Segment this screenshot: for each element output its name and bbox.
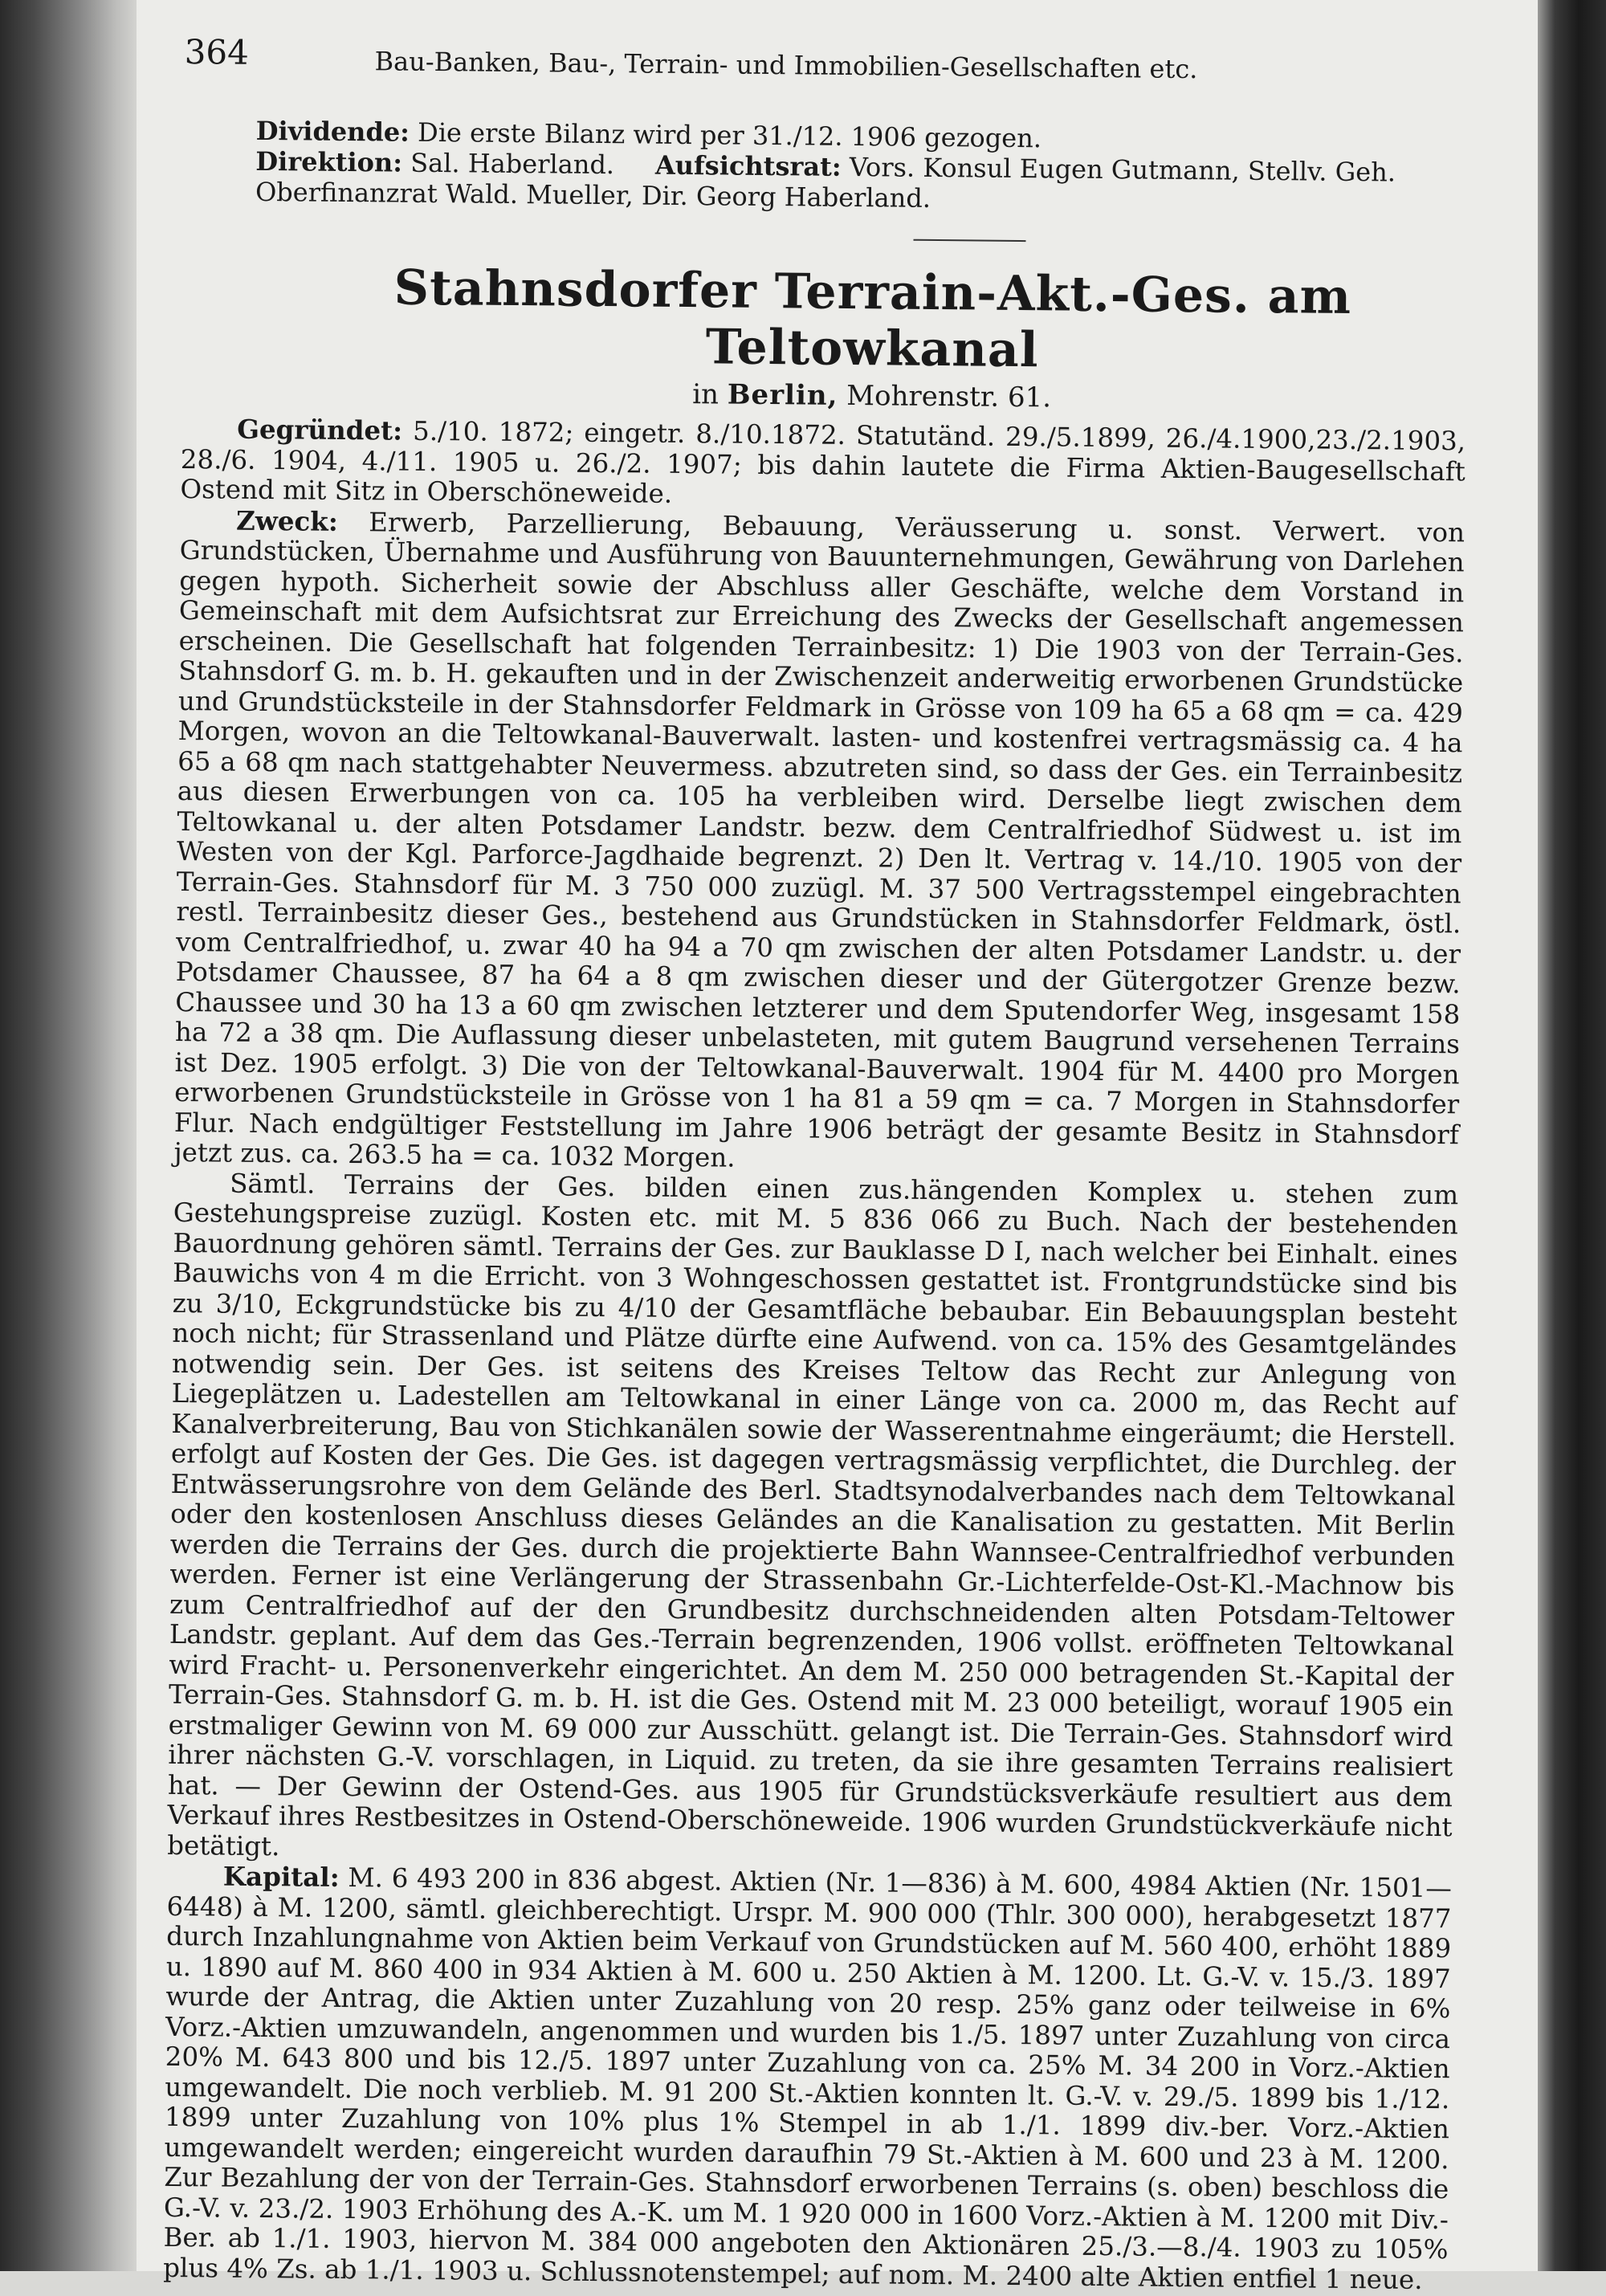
page-number: 364 (184, 31, 250, 72)
zweck-text: Erwerb, Parzellierung, Bebauung, Veräusserung u. sonst. Verwert. von Grundstücken, Übernahme und Ausführung von Bauunternehmungen, Gewährung von Darlehen gegen hypoth. Sicherheit sowie der Abschluss aller Geschäfte, welche dem Vorstand in Gemeinschaft mit dem Aufsichtsrat zur Erreichung des Zwecks der Gesellschaft angemessen erscheinen. Die Gesellschaft hat folgenden Terrainbesitz: 1) Die 1903 von der Terrain-Ges. Stahnsdorf G. m. b. H. gekauften und in der Zwischenzeit anderweitig erworbenen Grundstücke und Grundstücksteile in der Stahnsdorfer Feldmark in Grösse von 109 ha 65 a 68 qm = ca. 429 Morgen, wovon an die Teltowkanal-Bauverwalt. lasten- und kostenfrei vertragsmässig ca. 4 ha 65 a 68 qm nach stattgehabter Neuvermess. abzutreten sind, so dass der Ges. ein Terrainbesitz aus diesen Erwerbungen von ca. 105 ha verbleiben wird. Derselbe liegt zwischen dem Teltowkanal u. der alten Potsdamer Landstr. bezw. dem Centralfriedhof Südwest u. ist im Westen von der Kgl. Parforce-Jagdhaide begrenzt. 2) Den lt. Vertrag v. 14./10. 1905 von der Terrain-Ges. Stahnsdorf für M. 3 750 000 zuzügl. M. 37 500 Vertragsstempel eingebrachten restl. Terrainbesitz dieser Ges., bestehend aus Grundstücken in Stahnsdorfer Feldmark, östl. vom Centralfriedhof, u. zwar 40 ha 94 a 70 qm zwischen der alten Potsdamer Landstr. u. der Potsdamer Chaussee, 87 ha 64 a 8 qm zwischen dieser und der Gütergotzer Grenze bezw. Chaussee und 30 ha 13 a 60 qm zwischen letzterer und dem Sputendorfer Weg, insgesamt 158 ha 72 a 38 qm. Die Auflassung dieser unbelasteten, mit gutem Baugrund versehenen Terrains ist Dez. 1905 erfolgt. 3) Die von der Teltowkanal-Bauverwalt. 1904 für M. 4400 pro Morgen erworbenen Grundstücksteile in Grösse von 1 ha 81 a 59 qm = ca. 7 Morgen in Stahnsdorfer Flur. Nach endgültiger Feststellung im Jahre 1906 beträgt der gesamte Besitz in Stahnsdorf jetzt zus. ca. 263.5 ha = ca. 1032 Morgen. (173, 506, 1465, 1173)
entry-separator (914, 239, 1026, 242)
dividende-label: Dividende: (255, 115, 410, 148)
zweck-paragraph-2 (167, 1168, 1458, 1873)
aufsichtsrat-label: Aufsichtsrat: (654, 149, 842, 182)
direktion-label: Direktion: (255, 145, 403, 178)
previous-entry-tail (183, 115, 1469, 218)
direktion-line (183, 145, 1469, 218)
book-edge (1538, 0, 1606, 2271)
aufsichtsrat-text: Vors. Konsul Eugen Gutmann, Stellv. Geh. Oberfinanzrat Wald. Mueller, Dir. Georg Haberland. (255, 151, 1396, 214)
scanned-page (137, 0, 1538, 2295)
entry-title: Stahnsdorfer Terrain-Akt.-Ges. am Teltowkanal (393, 259, 1352, 379)
running-head (184, 28, 1469, 96)
entry-body (163, 414, 1465, 2295)
book-gutter (0, 0, 137, 2271)
gegruendet-paragraph (180, 414, 1465, 517)
zweck-paragraph (173, 504, 1465, 1180)
dividende-text: Die erste Bilanz wird per 31./12. 1906 gezogen. (417, 116, 1042, 154)
gegruendet-text: 5./10. 1872; eingetr. 8./10.1872. Statutänd. 29./5.1899, 26./4.1900,23./2.1903, 28./6. 1904, 4./11. 1905 u. 26./2. 1907; bis dahin lautete die Firma Aktien-Baugesellschaft Ostend mit Sitz in Oberschöneweide. (180, 415, 1466, 509)
zweck-text-2: Sämtl. Terrains der Ges. bilden einen zus.hängenden Komplex u. stehen zum Gestehungspreise zuzügl. Kosten etc. mit M. 5 836 066 zu Buch. Nach der bestehenden Bauordnung gehören sämtl. Terrains der Ges. zur Bauklasse D I, nach welcher bei Einhalt. eines Bauwichs von 4 m die Erricht. von 3 Wohngeschossen gestattet ist. Frontgrundstücke sind bis zu 3/10, Eckgrundstücke bis zu 4/10 der Gesamtfläche bebaubar. Ein Bebauungsplan besteht noch nicht; für Strassenland und Plätze dürfte eine Aufwend. von ca. 15% des Gesamtgeländes notwendig sein. Der Ges. ist seitens des Kreises Teltow das Recht zur Anlegung von Liegeplätzen u. Ladestellen am Teltowkanal in einer Länge von ca. 2000 m, das Recht auf Kanalverbreiterung, Bau von Stichkanälen sowie der Wasserentnahme eingeräumt; die Herstell. erfolgt auf Kosten der Ges. Die Ges. ist dagegen vertragsmässig verpflichtet, die Durchleg. der Entwässerungsrohre von dem Gelände des Berl. Stadtsynodalverbandes nach dem Teltowkanal oder den kostenlosen Anschluss dieses Geländes an die Kanalisation zu gestatten. Mit Berlin werden die Terrains der Ges. durch die projektierte Bahn Wannsee-Centralfriedhof verbunden werden. Ferner ist eine Verlängerung der Strassenbahn Gr.-Lichterfelde-Ost-Kl.-Machnow bis zum Centralfriedhof auf der den Grundbesitz durchschneidenden alten Potsdam-Teltower Landstr. geplant. Auf dem das Ges.-Terrain begrenzenden, 1906 vollst. eröffneten Teltowkanal wird Fracht- u. Personenverkehr eingerichtet. An dem M. 250 000 betragenden St.-Kapital der Terrain-Ges. Stahnsdorf G. m. b. H. ist die Ges. Ostend mit M. 23 000 beteiligt, worauf 1905 ein erstmaliger Gewinn von M. 69 000 zur Ausschütt. gelangt ist. Die Terrain-Ges. Stahnsdorf wird ihrer nächsten G.-V. vorschlagen, in Liquid. zu treten, da sie ihre gesamten Terrains realisiert hat. — Der Gewinn der Ostend-Ges. aus 1905 für Grundstücksverkäufe resultiert aus dem Verkauf ihres Restbesitzes in Ostend-Oberschöneweide. 1906 wurden Grundstückverkäufe nicht betätigt. (167, 1168, 1459, 1862)
kapital-paragraph (163, 1861, 1452, 2295)
entry-city: Berlin, (727, 378, 838, 412)
kapital-label: Kapital: (222, 1860, 340, 1893)
kapital-text: M. 6 493 200 in 836 abgest. Aktien (Nr. 1—836) à M. 600, 4984 Aktien (Nr. 1501—6448) à M. 1200, sämtl. gleichberechtigt. Urspr. M. 900 000 (Thlr. 300 000), herabgesetzt 1877 durch Inzahlungnahme von Aktien beim Verkauf von Grundstücken auf M. 560 400, erhöht 1889 u. 1890 auf M. 860 400 in 934 Aktien à M. 600 u. 250 Aktien à M. 1200. Lt. G.-V. v. 15./3. 1897 wurde der Antrag, die Aktien unter Zuzahlung von 20 resp. 25% ganz oder teilweise in 6% Vorz.-Aktien umzuwandeln, angenommen und wurden bis 1./5. 1897 unter Zuzahlung von circa 20% M. 643 800 und bis 12./5. 1897 unter Zuzahlung von ca. 25% M. 34 200 in Vorz.-Aktien umgewandelt. Die noch verblieb. M. 91 200 St.-Aktien konnten lt. G.-V. v. 29./5. 1899 bis 1./12. 1899 unter Zuzahlung von 10% plus 1% Stempel in ab 1./1. 1899 div.-ber. Vorz.-Aktien umgewandelt werden; eingereicht wurden daraufhin 79 St.-Aktien à M. 600 und 23 à M. 1200. Zur Bezahlung der von der Terrain-Ges. Stahnsdorf erworbenen Terrains (s. oben) beschloss die G.-V. v. 23./2. 1903 Erhöhung des A.-K. um M. 1 920 000 in 1600 Vorz.-Aktien à M. 1200 mit Div.-Ber. ab 1./1. 1903, hiervon M. 384 000 angeboten den Aktionären 25./3.—8./4. 1903 zu 105% plus 4% Zs. ab 1./1. 1903 u. Schlussnotenstempel; auf nom. M. 2400 alte Aktien entfiel 1 neue. (163, 1862, 1453, 2295)
direktion-text: Sal. Haberland. (410, 147, 615, 181)
running-title: Bau-Banken, Bau-, Terrain- und Immobilien-Gesellschaften etc. (374, 46, 1198, 85)
page-content (163, 28, 1469, 2295)
zweck-label: Zweck: (235, 504, 338, 537)
in-word: in (692, 378, 719, 411)
entry-address: Mohrenstr. 61. (846, 379, 1052, 414)
gegruendet-label: Gegründet: (237, 413, 403, 447)
